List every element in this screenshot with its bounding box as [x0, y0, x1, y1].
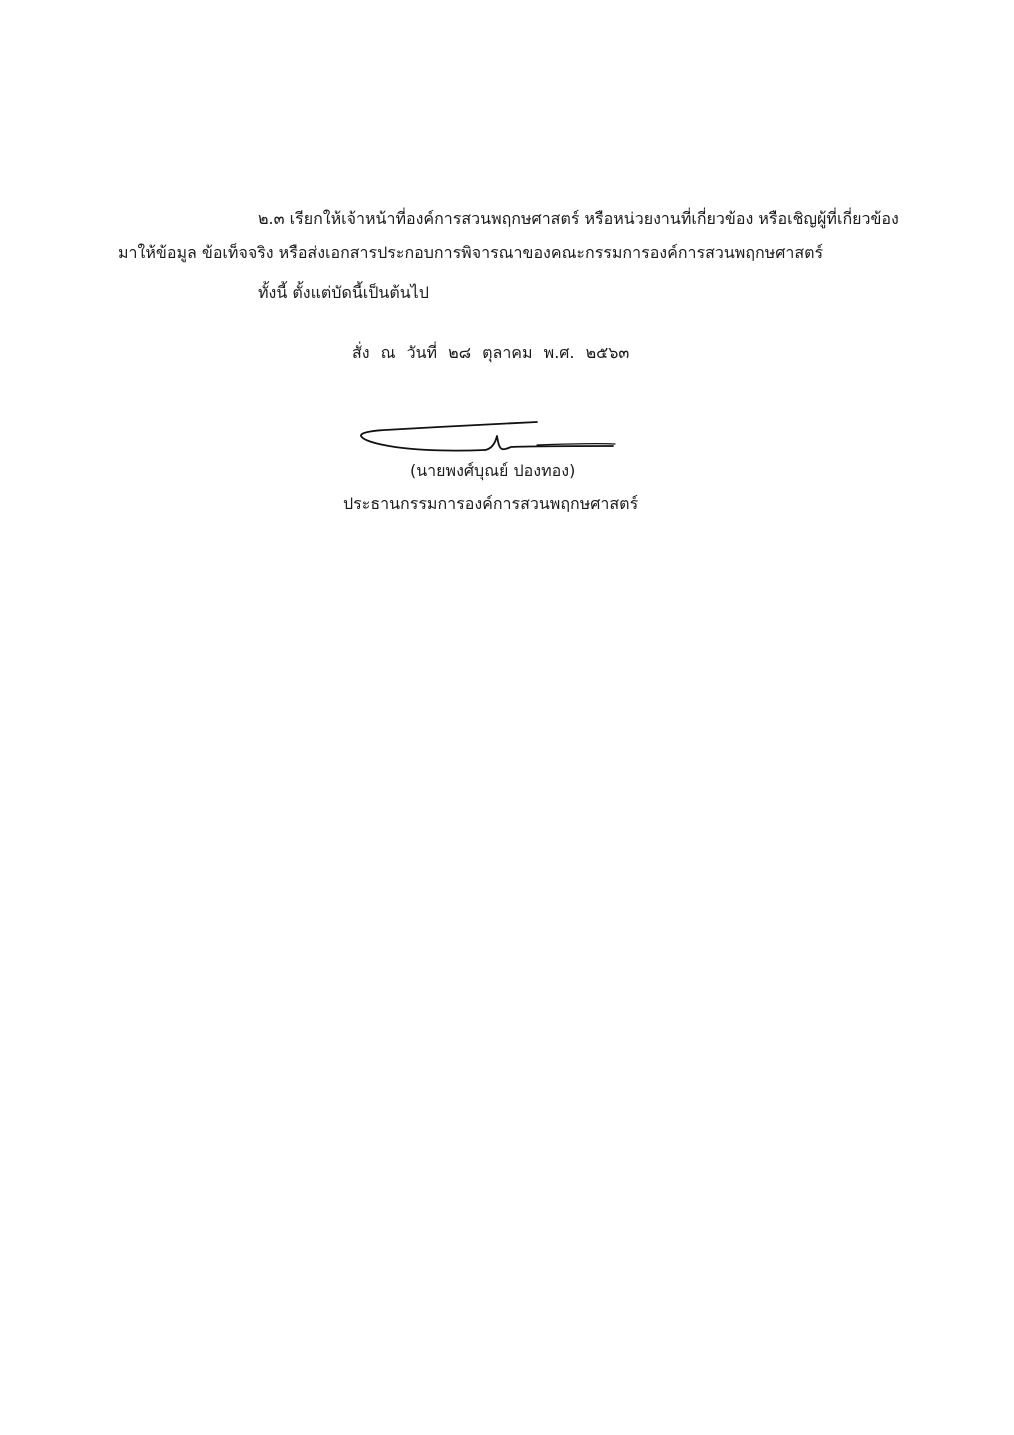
- signer-name: (นายพงศ์บุณย์ ปองทอง): [410, 461, 576, 480]
- order-date: สั่ง ณ วันที่ ๒๘ ตุลาคม พ.ศ. ๒๕๖๓: [352, 343, 630, 362]
- effective-statement: ทั้งนี้ ตั้งแต่บัดนี้เป็นต้นไป: [258, 283, 429, 302]
- signer-title: ประธานกรรมการองค์การสวนพฤกษศาสตร์: [343, 494, 639, 513]
- clause-2-3-line-2: มาให้ข้อมูล ข้อเท็จจริง หรือส่งเอกสารประกอบการพิจารณาของคณะกรรมการองค์การสวนพฤกษศาสตร์: [118, 243, 824, 262]
- clause-2-3-line-1: ๒.๓ เรียกให้เจ้าหน้าที่องค์การสวนพฤกษศาสตร์ หรือหน่วยงานที่เกี่ยวข้อง หรือเชิญผู้ที่เกี่ยวข้อง: [258, 209, 899, 228]
- handwritten-signature: [355, 418, 620, 460]
